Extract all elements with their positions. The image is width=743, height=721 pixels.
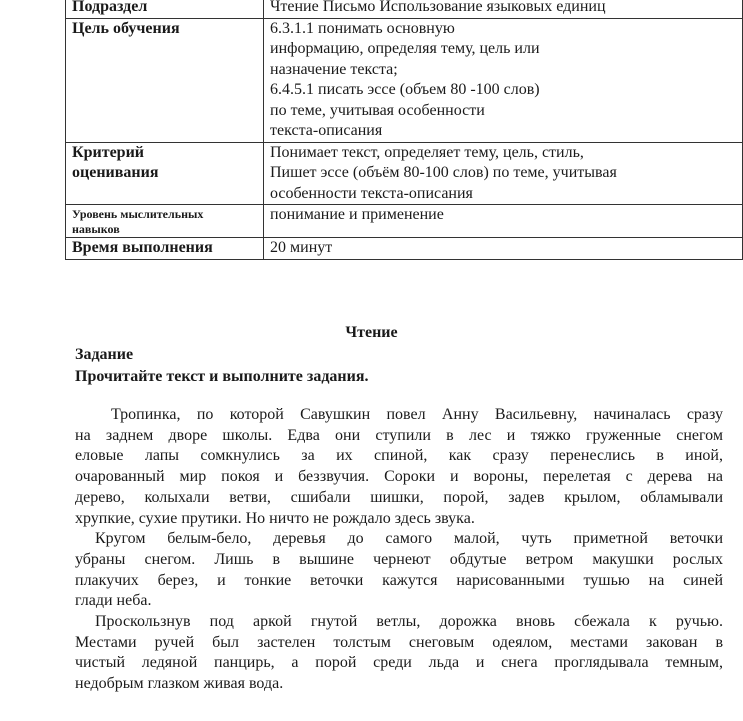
text-line: на заднем дворе школы. Едва они ступили в лес и тяжко груженные снегом: [75, 426, 723, 444]
value-line: особенности текста-описания: [270, 184, 473, 202]
text-line: чистый ледяной панцирь, а порой среди льда и снега проглядывала темным,: [75, 654, 723, 672]
table-row: [66, 18, 743, 142]
label-line: навыков: [72, 222, 120, 236]
text-line: дерево, колыхали ветви, сшибали шишки, порой, задев крылом, обламывали: [75, 488, 723, 506]
section-title: Чтение: [345, 324, 398, 341]
value-line: понимание и применение: [270, 206, 444, 223]
table-row: [66, 205, 743, 238]
reading-text: [75, 405, 723, 695]
lesson-info-table: [65, 0, 743, 260]
table-row: [66, 142, 743, 205]
row-label-thinking-level: [66, 205, 264, 238]
value-line: по теме, учитывая особенности: [270, 101, 485, 119]
value-line: 6.4.5.1 писать эссе (объем 80 -100 слов): [270, 81, 540, 98]
text-line: убраны снегом. Лишь в вышине чернеют обдутые ветром макушки рослых: [75, 550, 723, 568]
text-line: недобрым глазком живая вода.: [75, 675, 284, 693]
row-value-criterion: [264, 142, 743, 205]
row-value-thinking-level: [264, 205, 743, 238]
task-label: Задание: [75, 346, 134, 363]
value-line: Пишет эссе (объём 80-100 слов) по теме, учитывая: [270, 164, 617, 181]
row-label-subsection: Подраздел: [66, 0, 264, 18]
table-row: [66, 238, 743, 260]
task-instruction: Прочитайте текст и выполните задания.: [75, 368, 369, 385]
text-line: очарованный мир покоя и беззвучия. Сороки и вороны, перелетая с дерева на: [75, 468, 723, 486]
value-line: 20 минут: [270, 239, 333, 256]
text-line: еловые лапы сомкнулись за их спиной, как сразу перенеслись в иной,: [75, 447, 723, 465]
label-line: оценивания: [72, 164, 159, 181]
table-row: [66, 0, 743, 18]
text-line: глади неба.: [75, 592, 152, 610]
label-line: Критерий: [72, 143, 145, 161]
text-line: Тропинка, по которой Савушкин повел Анну Васильевну, начиналась сразу: [111, 406, 723, 423]
row-label-duration: Время выполнения: [66, 238, 264, 260]
value-line: назначение текста;: [270, 60, 398, 78]
value-line: Чтение Письмо Использование языковых единиц: [270, 0, 606, 15]
text-line: плакучих берез, и тонкие веточки кажутся нарисованными тушью на синей: [75, 571, 723, 589]
label-line: Уровень мыслительных: [72, 207, 204, 221]
row-value-learning-goal: [264, 18, 743, 142]
text-line: Проскользнув под аркой гнутой ветлы, дорожка вновь сбежала к ручью.: [95, 613, 723, 631]
text-line: хрупкие, сухие прутики. Но ничто не рождало здесь звука.: [75, 509, 475, 527]
paragraph: [75, 612, 723, 695]
row-label-criterion: [66, 142, 264, 205]
value-line: текста-описания: [270, 122, 383, 139]
paragraph: [75, 405, 723, 529]
text-line: Кругом белым-бело, деревья до самого малой, чуть приметной веточки: [95, 530, 723, 548]
row-value-duration: [264, 238, 743, 260]
text-line: Местами ручей был застелен толстым снеговым одеялом, местами закован в: [75, 633, 723, 651]
value-line: информацию, определяя тему, цель или: [270, 40, 540, 57]
row-value-subsection: [264, 0, 743, 18]
row-label-learning-goal: Цель обучения: [66, 18, 264, 142]
value-line: 6.3.1.1 понимать основную: [270, 19, 455, 37]
value-line: Понимает текст, определяет тему, цель, стиль,: [270, 143, 584, 161]
paragraph: [75, 529, 723, 612]
